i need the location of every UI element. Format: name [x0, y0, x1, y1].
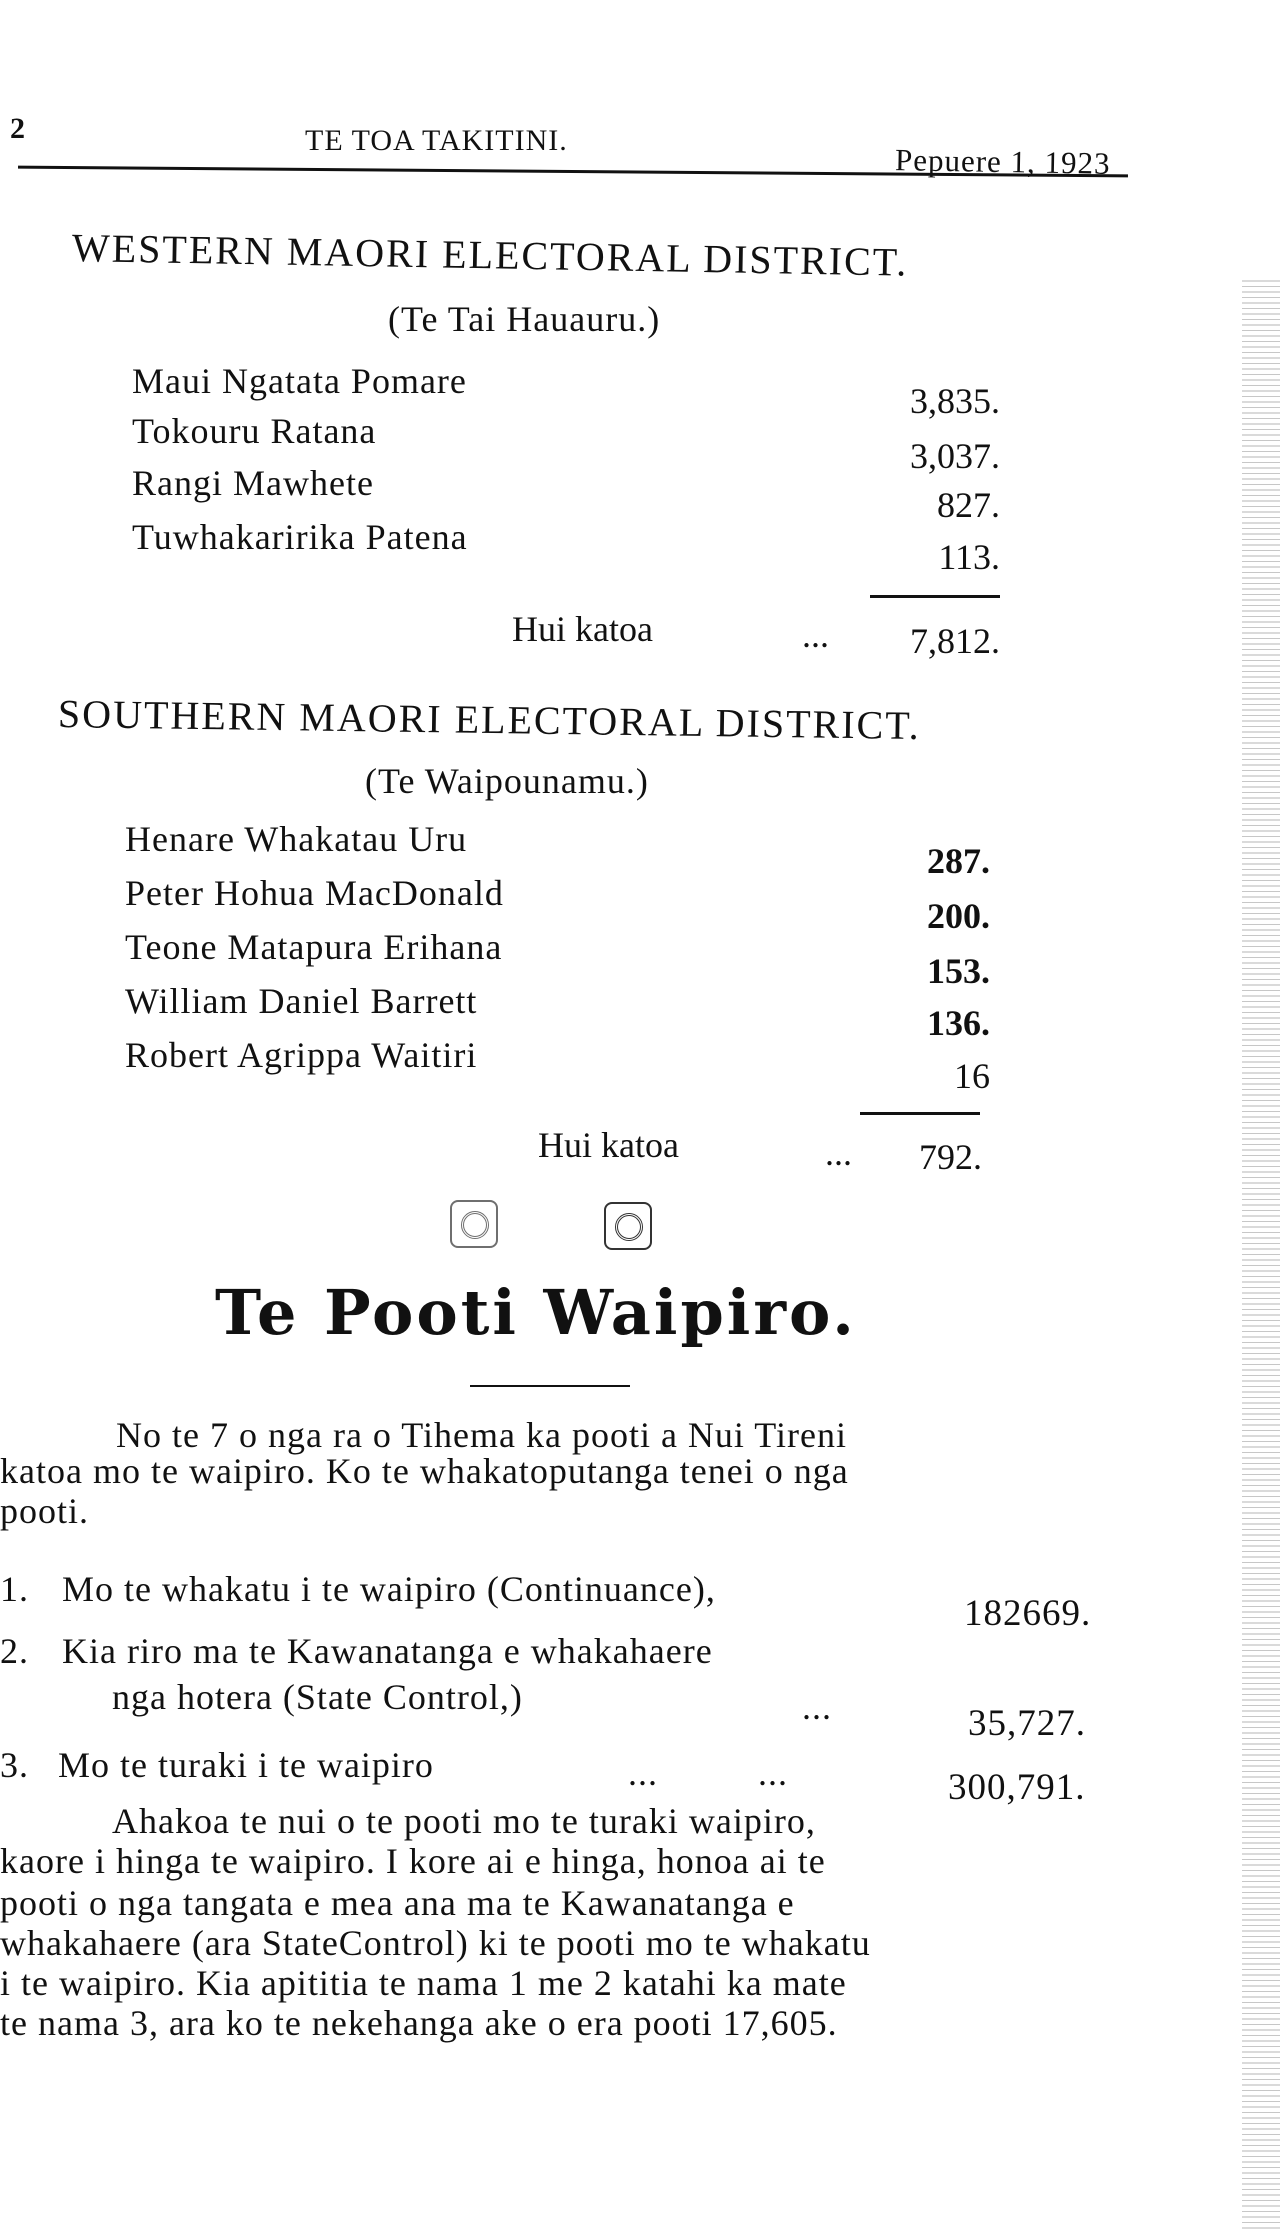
- closing-line: i te waipiro. Kia apititia te nama 1 me 2 katahi ka mate: [0, 1963, 847, 2003]
- candidate-votes: 153.: [927, 951, 990, 991]
- result-value: 182669.: [964, 1593, 1092, 1634]
- candidate-name: Robert Agrippa Waitiri: [125, 1035, 478, 1075]
- intro-line: katoa mo te waipiro. Ko te whakatoputanga tenei o nga: [0, 1451, 849, 1491]
- western-total-rule: [870, 595, 1000, 598]
- southern-total-rule: [860, 1112, 980, 1115]
- intro-line: No te 7 o nga ra o Tihema ka pooti a Nui Tireni: [116, 1415, 847, 1455]
- candidate-votes: 200.: [927, 896, 990, 936]
- candidate-votes: 287.: [927, 841, 990, 881]
- western-total-dots: ...: [802, 615, 829, 655]
- result-value: 35,727.: [968, 1703, 1086, 1744]
- result-marker: 2.: [0, 1631, 29, 1671]
- western-district-title: WESTERN MAORI ELECTORAL DISTRICT.: [71, 225, 909, 285]
- southern-total-dots: ...: [825, 1133, 852, 1173]
- candidate-votes: 3,835.: [910, 381, 1000, 421]
- candidate-name: Maui Ngatata Pomare: [132, 361, 467, 401]
- western-district-subtitle: (Te Tai Hauauru.): [388, 299, 661, 339]
- candidate-name: William Daniel Barrett: [125, 981, 478, 1021]
- page-number: 2: [10, 112, 26, 145]
- southern-total-votes: 792.: [919, 1137, 982, 1177]
- western-total-votes: 7,812.: [910, 621, 1000, 661]
- candidate-votes: 113.: [938, 537, 1000, 577]
- result-dots: ...: [802, 1687, 832, 1727]
- candidate-votes: 3,037.: [910, 436, 1000, 476]
- candidate-name: Henare Whakatau Uru: [125, 819, 468, 859]
- publication-title: TE TOA TAKITINI.: [305, 124, 568, 157]
- candidate-name: Tokouru Ratana: [132, 411, 377, 451]
- intro-line: pooti.: [0, 1491, 90, 1531]
- result-text: Mo te whakatu i te waipiro (Continuance),: [62, 1569, 716, 1609]
- scan-edge-noise: [1242, 280, 1280, 2230]
- result-dots: ... ...: [628, 1753, 788, 1793]
- result-marker: 1.: [0, 1569, 29, 1609]
- southern-district-subtitle: (Te Waipounamu.): [365, 761, 649, 801]
- western-total-label: Hui katoa: [512, 609, 653, 649]
- result-text: Mo te turaki i te waipiro: [58, 1745, 434, 1785]
- closing-line: Ahakoa te nui o te pooti mo te turaki waipiro,: [112, 1801, 816, 1841]
- candidate-votes: 136.: [927, 1003, 990, 1043]
- candidate-votes: 827.: [937, 485, 1000, 525]
- closing-line: kaore i hinga te waipiro. I kore ai e hinga, honoa ai te: [0, 1841, 826, 1881]
- candidate-name: Teone Matapura Erihana: [125, 927, 503, 967]
- candidate-name: Rangi Mawhete: [132, 463, 374, 503]
- southern-district-title: SOUTHERN MAORI ELECTORAL DISTRICT.: [57, 691, 922, 749]
- result-value: 300,791.: [948, 1767, 1086, 1808]
- result-text: Kia riro ma te Kawanatanga e whakahaere: [62, 1631, 713, 1671]
- candidate-votes: 16: [954, 1056, 990, 1096]
- candidate-name: Tuwhakaririka Patena: [132, 517, 468, 557]
- result-text: nga hotera (State Control,): [112, 1677, 523, 1717]
- closing-line: whakahaere (ara StateControl) ki te pooti mo te whakatu: [0, 1923, 871, 1963]
- article-title: Te Pooti Waipiro.: [215, 1276, 857, 1349]
- southern-total-label: Hui katoa: [538, 1125, 679, 1165]
- closing-line: te nama 3, ara ko te nekehanga ake o era pooti 17,605.: [0, 2003, 838, 2043]
- title-rule: [470, 1385, 630, 1387]
- result-marker: 3.: [0, 1745, 29, 1785]
- issue-date: Pepuere 1, 1923: [894, 142, 1111, 181]
- closing-line: pooti o nga tangata e mea ana ma te Kawanatanga e: [0, 1883, 795, 1923]
- ornament-icon: [450, 1200, 498, 1248]
- candidate-name: Peter Hohua MacDonald: [125, 873, 504, 913]
- ornament-icon: [604, 1202, 652, 1250]
